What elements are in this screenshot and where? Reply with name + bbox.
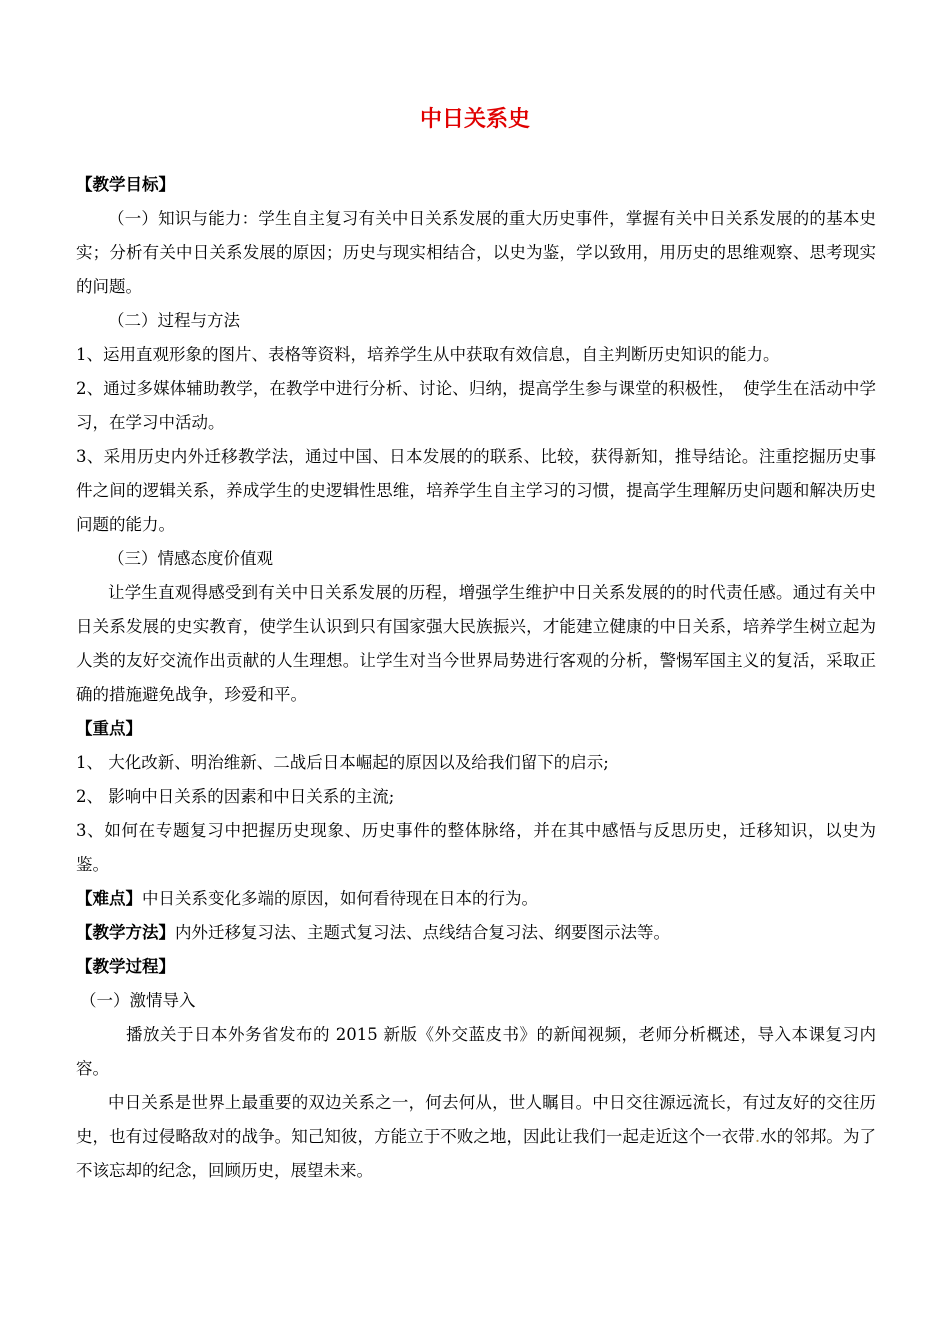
section-heading-difficulty: 【难点】 <box>76 889 142 908</box>
goal-knowledge-ability: （一）知识与能力：学生自主复习有关中日关系发展的重大历史事件，掌握有关中日关系发展的的基本史实；分析有关中日关系发展的原因；历史与现实相结合，以史为鉴，学以致用，用历史的思维观察、思考现实的问题。 <box>76 209 876 296</box>
process-intro-heading: （一）激情导入 <box>80 991 196 1010</box>
paragraph-2-dot: . <box>754 1127 761 1146</box>
paragraph-2-text-a: 中日关系是世界上最重要的双边关系之一，何去何从，世人瞩目。中日交往源远流长，有过友好的交往历史，也有过侵略敌对的战争。知己知彼，方能立于不败之地，因此让我们一起走近这个一衣带 <box>76 1093 876 1146</box>
goal-process-item-3: 3、采用历史内外迁移教学法，通过中国、日本发展的的联系、比较，获得新知，推导结论。注重挖掘历史事件之间的逻辑关系，养成学生的史逻辑性思维，培养学生自主学习的习惯，提高学生理解历史问题和解决历史问题的能力。 <box>76 447 876 534</box>
method-line <box>76 916 876 950</box>
difficulty-line <box>76 882 876 916</box>
goal-process-item-2: 2、通过多媒体辅助教学，在教学中进行分析、讨论、归纳，提高学生参与课堂的积极性， 使学生在活动中学习，在学习中活动。 <box>76 379 876 432</box>
key-item-2: 2、 影响中日关系的因素和中日关系的主流; <box>76 787 395 806</box>
goal-process-method-heading: （二）过程与方法 <box>108 311 240 330</box>
method-text: 内外迁移复习法、主题式复习法、点线结合复习法、纲要图示法等。 <box>175 923 670 942</box>
paragraph-2-text-b: 水的邻邦。为了不该忘却的纪念，回顾历史，展望未来。 <box>76 1127 877 1180</box>
goal-emotion-text: 让学生直观得感受到有关中日关系发展的历程，增强学生维护中日关系发展的的时代责任感。通过有关中日关系发展的史实教育，使学生认识到只有国家强大民族振兴，才能建立健康的中日关系，培养学生树立起为人类的友好交流作出贡献的人生理想。让学生对当今世界局势进行客观的分析，警惕军国主义的复活，采取正确的措施避免战争，珍爱和平。 <box>76 583 876 704</box>
section-heading-process: 【教学过程】 <box>76 957 175 976</box>
section-heading-key: 【重点】 <box>76 719 142 738</box>
goal-process-item-1: 1、运用直观形象的图片、表格等资料，培养学生从中获取有效信息，自主判断历史知识的能力。 <box>76 345 780 364</box>
section-heading-method: 【教学方法】 <box>76 923 175 942</box>
goal-emotion-heading: （三）情感态度价值观 <box>108 549 273 568</box>
section-heading-goals: 【教学目标】 <box>76 175 175 194</box>
process-intro-paragraph-1: 播放关于日本外务省发布的 2015 新版《外交蓝皮书》的新闻视频，老师分析概述，导入本课复习内容。 <box>76 1025 876 1078</box>
page-title: 中日关系史 <box>419 107 530 132</box>
key-item-1: 1、 大化改新、明治维新、二战后日本崛起的原因以及给我们留下的启示; <box>76 753 609 772</box>
process-intro-paragraph-2 <box>76 1086 876 1188</box>
difficulty-text: 中日关系变化多端的原因，如何看待现在日本的行为。 <box>142 889 538 908</box>
document-body <box>76 168 876 1188</box>
key-item-3: 3、如何在专题复习中把握历史现象、历史事件的整体脉络，并在其中感悟与反思历史，迁移知识，以史为鉴。 <box>76 821 876 874</box>
